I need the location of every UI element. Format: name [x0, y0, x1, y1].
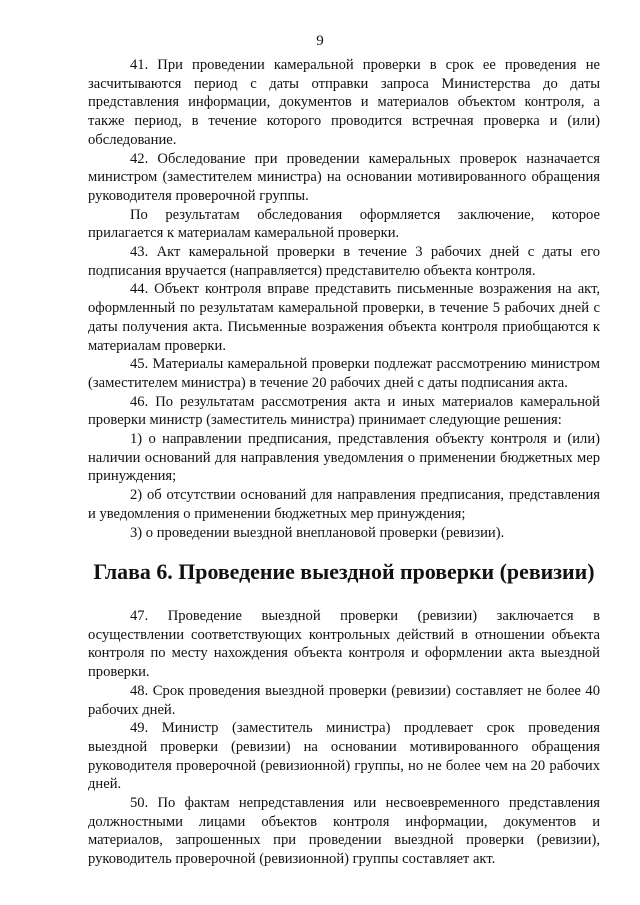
paragraph-50: 50. По фактам непредставления или несвоевременного представления должностными лицами объектов контроля информации, документов и материалов, запрошенных при проведении выездной проверки (ревизии), руководитель проверочной (ревизионной) группы составляет акт. — [88, 795, 600, 868]
paragraph-43: 43. Акт камеральной проверки в течение 3 рабочих дней с даты его подписания вручается (направляется) представителю объекта контроля. — [88, 244, 600, 279]
document-body — [88, 56, 600, 869]
paragraph-46-item-3: 3) о проведении выездной внеплановой проверки (ревизии). — [130, 524, 505, 541]
page-number: 9 — [316, 33, 324, 49]
paragraph-44: 44. Объект контроля вправе представить письменные возражения на акт, оформленный по результатам камеральной проверки, в течение 5 рабочих дней с даты получения акта. Письменные возражения объекта контроля приобщаются к материалам проверки. — [88, 281, 600, 354]
paragraph-46-item-2: 2) об отсутствии оснований для направления предписания, представления и уведомления о применении бюджетных мер принуждения; — [88, 487, 600, 522]
paragraph-48: 48. Срок проведения выездной проверки (ревизии) составляет не более 40 рабочих дней. — [88, 682, 600, 718]
paragraph-42-conclusion: По результатам обследования оформляется заключение, которое прилагается к материалам камеральной проверки. — [88, 206, 600, 242]
paragraph-41: 41. При проведении камеральной проверки в срок ее проведения не засчитываются период с даты отправки запроса Министерства до даты представления информации, документов и материалов объектом контроля, а также период, в течение которого проводится встречная проверка и (или) обследование. — [88, 57, 600, 148]
paragraph-42: 42. Обследование при проведении камеральных проверок назначается министром (заместителем министра) на основании мотивированного обращения руководителя проверочной группы. — [88, 150, 600, 204]
chapter-heading: Глава 6. Проведение выездной проверки (ревизии) — [93, 559, 595, 585]
paragraph-46: 46. По результатам рассмотрения акта и иных материалов камеральной проверки министр (заместитель министра) принимает следующие решения: — [88, 393, 600, 429]
paragraph-49: 49. Министр (заместитель министра) продлевает срок проведения выездной проверки (ревизии) на основании мотивированного обращения руководителя проверочной (ревизионной) группы, но не более чем на 20 рабочих дней. — [88, 720, 600, 793]
paragraph-46-item-1: 1) о направлении предписания, представления объекту контроля и (или) наличии оснований для направления уведомления о применении бюджетных мер принуждения; — [88, 431, 600, 485]
paragraph-45: 45. Материалы камеральной проверки подлежат рассмотрению министром (заместителем министра) в течение 20 рабочих дней с даты подписания акта. — [88, 356, 600, 391]
paragraph-47: 47. Проведение выездной проверки (ревизии) заключается в осуществлении соответствующих контрольных действий в отношении объекта контроля по месту нахождения объекта контроля и оформлении акта выездной проверки. — [88, 607, 600, 681]
